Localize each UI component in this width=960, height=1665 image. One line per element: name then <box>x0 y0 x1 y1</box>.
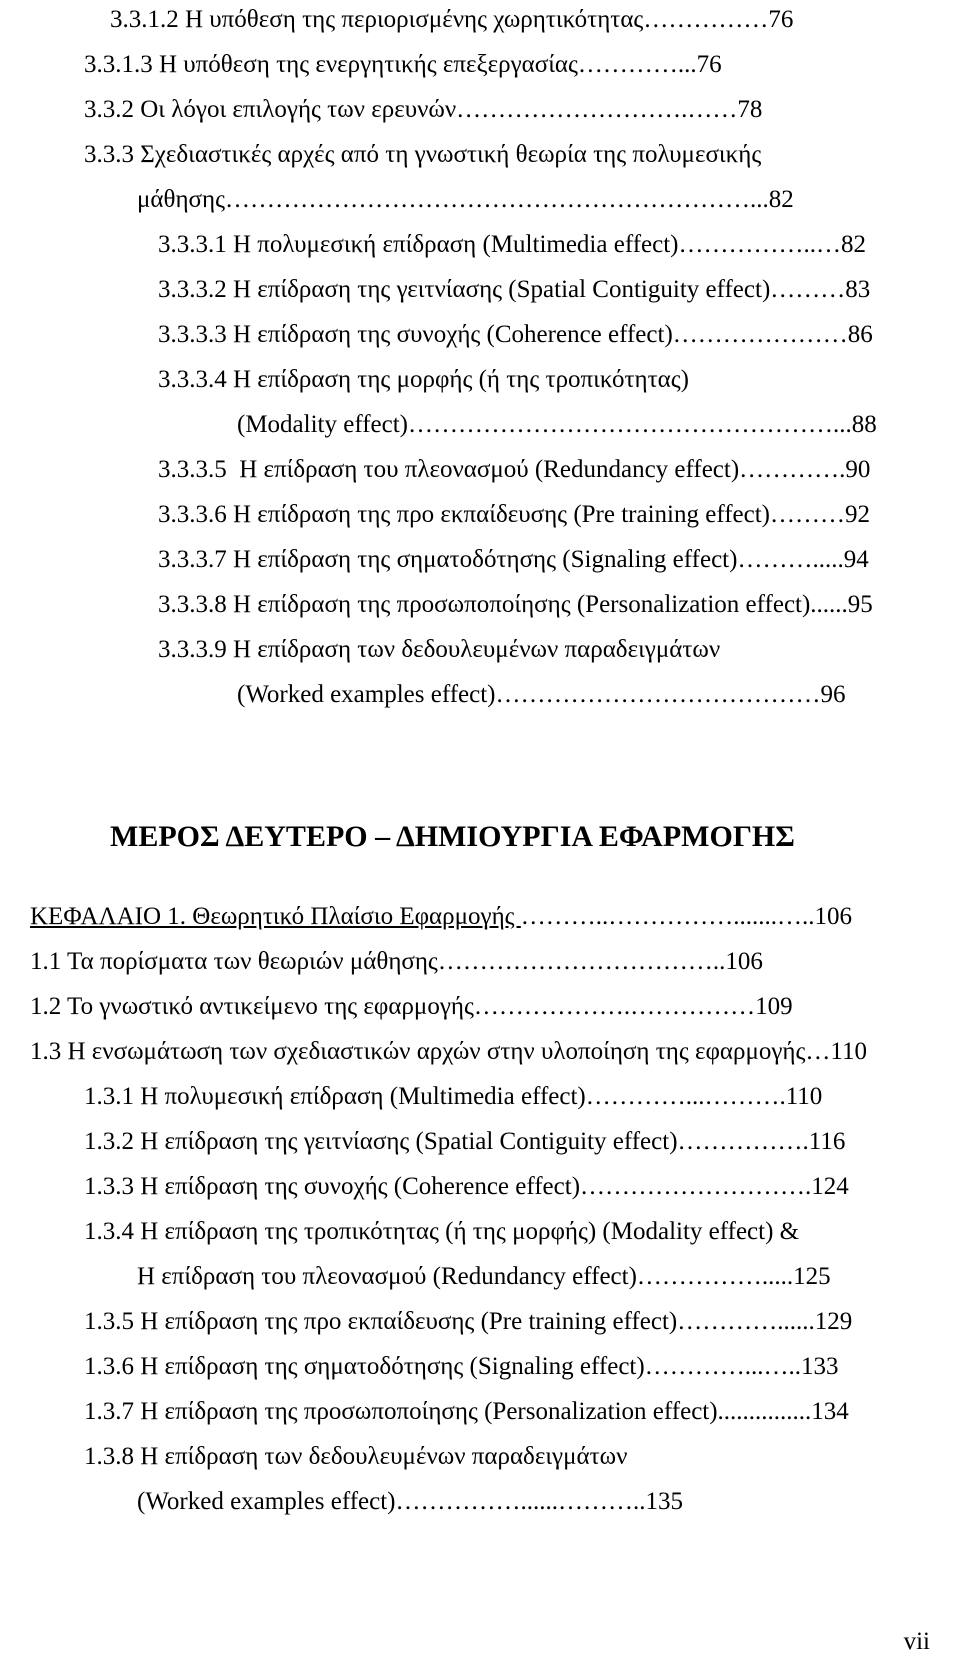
toc-entry: (Worked examples effect)…………………………………96 <box>237 681 846 708</box>
toc-entry: Η επίδραση του πλεονασμού (Redundancy effect)…………….....125 <box>137 1263 831 1290</box>
toc-entry: 1.3.4 Η επίδραση της τροπικότητας (ή της μορφής) (Modality effect) & <box>84 1218 800 1245</box>
toc-entry: 3.3.3.7 Η επίδραση της σηματοδότησης (Signaling effect)……….....94 <box>158 546 869 573</box>
toc-entry: 3.3.3.5 Η επίδραση του πλεονασμού (Redundancy effect)………….90 <box>158 456 871 483</box>
toc-entry: 1.3.3 Η επίδραση της συνοχής (Coherence effect)……………………….124 <box>84 1173 849 1200</box>
toc-entry: 1.2 Το γνωστικό αντικείμενο της εφαρμογής……………….……………109 <box>30 993 793 1020</box>
toc-entry: μάθησης………………………………………………………...82 <box>137 186 794 213</box>
toc-entry: 1.3.8 Η επίδραση των δεδουλευμένων παραδειγμάτων <box>84 1443 628 1470</box>
toc-entry: 3.3.3 Σχεδιαστικές αρχές από τη γνωστική θεωρία της πολυμεσικής <box>84 141 762 168</box>
toc-entry: 3.3.3.1 Η πολυμεσική επίδραση (Multimedia effect)……………..…82 <box>158 231 866 258</box>
toc-entry: 3.3.1.3 Η υπόθεση της ενεργητικής επεξεργασίας…………...76 <box>84 51 722 78</box>
toc-entry: 3.3.3.2 Η επίδραση της γειτνίασης (Spatial Contiguity effect)………83 <box>158 276 871 303</box>
toc-entry: 1.3.2 Η επίδραση της γειτνίασης (Spatial Contiguity effect)…………….116 <box>84 1128 846 1155</box>
toc-entry: 1.3.5 Η επίδραση της προ εκπαίδευσης (Pre training effect)…………......129 <box>84 1308 853 1335</box>
toc-entry: 3.3.2 Οι λόγοι επιλογής των ερευνών……………………….……78 <box>84 96 763 123</box>
chapter-dots: ………..…………….......…..106 <box>520 903 853 930</box>
toc-entry: 3.3.3.4 Η επίδραση της μορφής (ή της τροπικότητας) <box>158 366 689 393</box>
toc-entry: (Modality effect)……………………………………………...88 <box>237 411 877 438</box>
toc-entry: 1.1 Τα πορίσματα των θεωριών μάθησης……………………………..106 <box>30 948 763 975</box>
toc-entry: 1.3.1 Η πολυμεσική επίδραση (Multimedia effect)…………...……….110 <box>84 1083 823 1110</box>
page-number: vii <box>903 1628 930 1655</box>
toc-entry: 3.3.3.6 Η επίδραση της προ εκπαίδευσης (Pre training effect)………92 <box>158 501 870 528</box>
toc-entry: 3.3.3.9 Η επίδραση των δεδουλευμένων παραδειγμάτων <box>158 636 721 663</box>
part-heading: ΜΕΡΟΣ ΔΕΥΤΕΡΟ – ΔΗΜΙΟΥΡΓΙΑ ΕΦΑΡΜΟΓΗΣ <box>110 820 795 853</box>
toc-entry: 3.3.3.8 Η επίδραση της προσωποποίησης (Personalization effect)......95 <box>158 591 873 618</box>
toc-entry: (Worked examples effect)……………......………..135 <box>137 1488 684 1515</box>
toc-entry: 1.3.7 Η επίδραση της προσωποποίησης (Personalization effect)...............134 <box>84 1398 849 1425</box>
toc-entry: 1.3.6 Η επίδραση της σηματοδότησης (Signaling effect)…………...…..133 <box>84 1353 839 1380</box>
chapter-title: ΚΕΦΑΛΑΙΟ 1. Θεωρητικό Πλαίσιο Εφαρμογής <box>30 903 521 930</box>
toc-entry: 3.3.1.2 Η υπόθεση της περιορισμένης χωρητικότητας……………76 <box>110 6 794 33</box>
toc-entry: 1.3 Η ενσωμάτωση των σχεδιαστικών αρχών στην υλοποίηση της εφαρμογής…110 <box>30 1038 867 1065</box>
toc-entry: 3.3.3.3 Η επίδραση της συνοχής (Coherence effect)…………………86 <box>158 321 873 348</box>
chapter-entry <box>30 902 852 932</box>
